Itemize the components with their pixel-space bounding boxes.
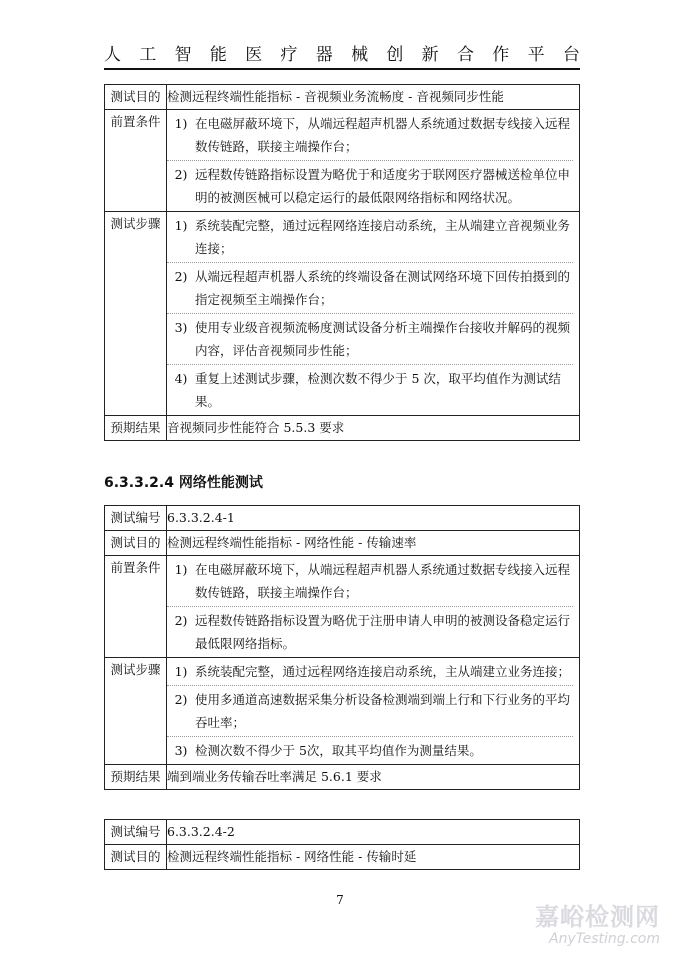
item-number: 1) [174,562,188,577]
item-number: 2) [174,167,188,182]
purpose-label: 测试目的 [105,531,167,556]
header-char: 台 [562,45,580,65]
item-text: 远程数传链路指标设置为略优于注册申请人申明的被测设备稳定运行最低限网络指标。 [195,613,571,651]
purpose-value: 检测远程终端性能指标 - 音视频业务流畅度 - 音视频同步性能 [167,85,580,110]
item-text: 从端远程超声机器人系统的终端设备在测试网络环境下回传拍摄到的指定视频至主端操作台； [195,269,571,307]
expected-value: 音视频同步性能符合 5.5.3 要求 [167,416,580,441]
item-text: 在电磁屏蔽环境下，从端远程超声机器人系统通过数据专线接入远程数传链路，联接主端操作台； [195,562,571,600]
table-row [105,556,580,658]
item-number: 4) [174,371,188,386]
list-item [167,556,573,606]
item-text: 系统装配完整，通过远程网络连接启动系统，主从端建立业务连接； [195,664,571,679]
precondition-list [167,556,580,658]
table-row [105,845,580,870]
item-text: 使用专业级音视频流畅度测试设备分析主端操作台接收并解码的视频内容，评估音视频同步性能； [195,320,571,358]
purpose-value: 检测远程终端性能指标 - 网络性能 - 传输时延 [167,845,580,870]
table-row [105,416,580,441]
list-item [167,212,573,262]
list-item [167,658,573,685]
item-number: 2) [174,269,188,284]
id-label: 测试编号 [105,820,167,845]
running-header [104,44,580,70]
header-rule [104,68,580,70]
item-number: 2) [174,692,188,707]
item-number: 3) [174,320,188,335]
table-row [105,212,580,416]
header-char: 能 [209,45,227,65]
precondition-label: 前置条件 [105,556,167,658]
table-row [105,658,580,765]
list-item [167,160,573,211]
test-table-transmission-delay [104,819,580,870]
list-item [167,736,573,764]
header-char: 人 [104,45,121,65]
item-number: 1) [174,116,188,131]
table-row [105,820,580,845]
steps-list [167,658,580,765]
table-row [105,506,580,531]
expected-value: 端到端业务传输吞吐率满足 5.6.1 要求 [167,765,580,790]
item-number: 1) [174,664,188,679]
item-number: 3) [174,743,188,758]
page-number: 7 [336,893,344,907]
header-char: 器 [315,45,333,65]
table-row [105,85,580,110]
list-item [167,606,573,657]
watermark-cn: 嘉峪检测网 [535,903,660,931]
expected-label: 预期结果 [105,765,167,790]
list-item [167,685,573,736]
purpose-label: 测试目的 [105,85,167,110]
table-row [105,765,580,790]
item-text: 重复上述测试步骤，检测次数不得少于 5 次，取平均值作为测试结果。 [195,371,561,409]
header-char: 工 [139,45,157,65]
header-char: 新 [421,45,439,65]
id-label: 测试编号 [105,506,167,531]
item-text: 远程数传链路指标设置为略优于和适度劣于联网医疗器械送检单位申明的被测医械可以稳定运行的最低限网络指标和网络状况。 [195,167,571,205]
precondition-list [167,110,580,212]
item-text: 检测次数不得少于 5次，取其平均值作为测量结果。 [195,743,482,758]
id-value: 6.3.3.2.4-2 [167,820,580,845]
expected-label: 预期结果 [105,416,167,441]
header-char: 医 [245,45,263,65]
table-row [105,531,580,556]
purpose-label: 测试目的 [105,845,167,870]
watermark-en: AnyTesting.com [549,931,660,947]
test-table-transmission-rate [104,505,580,790]
header-char: 智 [174,45,192,65]
item-text: 系统装配完整，通过远程网络连接启动系统，主从端建立音视频业务连接； [195,218,571,256]
precondition-label: 前置条件 [105,110,167,212]
steps-label: 测试步骤 [105,212,167,416]
item-number: 2) [174,613,188,628]
list-item [167,262,573,313]
item-text: 使用多通道高速数据采集分析设备检测端到端上行和下行业务的平均吞吐率； [195,692,571,730]
header-char: 创 [386,45,404,65]
steps-list [167,212,580,416]
id-value: 6.3.3.2.4-1 [167,506,580,531]
list-item [167,313,573,364]
test-table-av-sync [104,84,580,441]
header-char: 作 [492,45,510,65]
header-title [104,44,580,66]
header-char: 平 [527,45,545,65]
header-char: 合 [456,45,474,65]
item-text: 在电磁屏蔽环境下，从端远程超声机器人系统通过数据专线接入远程数传链路，联接主端操作台； [195,116,571,154]
table-row [105,110,580,212]
section-title: 6.3.3.2.4 网络性能测试 [104,475,263,491]
header-char: 械 [351,45,369,65]
steps-label: 测试步骤 [105,658,167,765]
header-char: 疗 [280,45,298,65]
watermark [535,903,660,947]
list-item [167,364,573,415]
list-item [167,110,573,160]
purpose-value: 检测远程终端性能指标 - 网络性能 - 传输速率 [167,531,580,556]
item-number: 1) [174,218,188,233]
